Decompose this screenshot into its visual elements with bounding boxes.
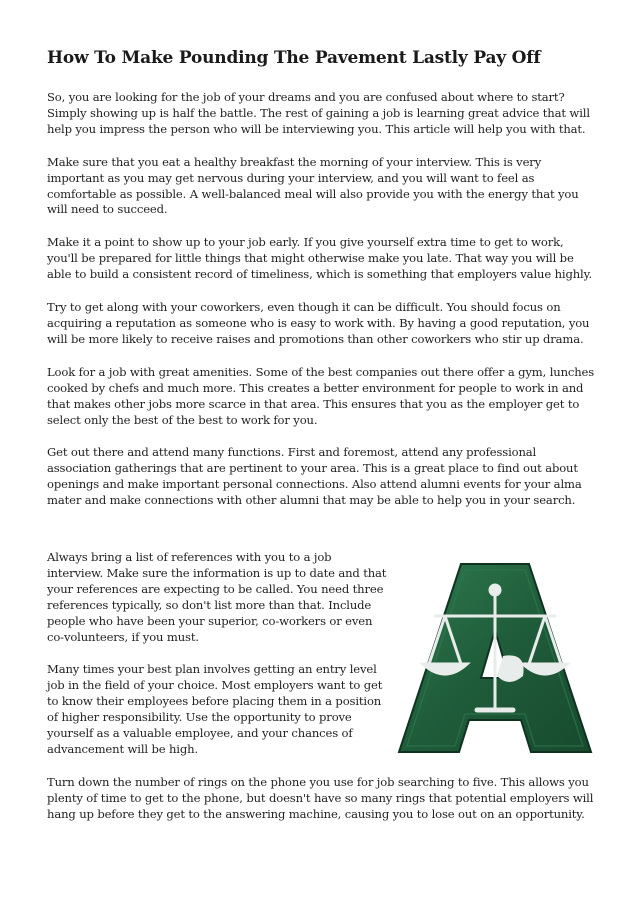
paragraph-intro: So, you are looking for the job of your dreams and you are confused about where to start? Simply showing up is half the battle. The rest of gaining a job is learning great advice that will help you impress the person who will be interviewing you. This article will help you with that. xyxy=(47,90,590,136)
paragraph-entry-level: Many times your best plan involves getting an entry level job in the field of your choice. Most employers want to get to know their employees before placing them in a position of higher responsibility. Use the opportunity to prove yourself as a valuable employee, and your chances of advancement will be high. xyxy=(47,662,383,756)
paragraph-early: Make it a point to show up to your job early. If you give yourself extra time to get to work, you'll be prepared for little things that might otherwise make you late. That way you will be able to build a consistent record of timeliness, which is something that employers value highly. xyxy=(47,235,592,282)
paragraph-coworkers: Try to get along with your coworkers, even though it can be difficult. You should focus on acquiring a reputation as someone who is easy to work with. By having a good reputation, you will be more likely to receive raises and promotions than other coworkers who stir up drama. xyxy=(47,300,590,346)
paragraph-amenities: Look for a job with great amenities. Some of the best companies out there offer a gym, lunches cooked by chefs and much more. This creates a better environment for people to work in and that makes other jobs more scarce in that area. This ensures that you as the employer get to select only the best of the best to work for you. xyxy=(47,364,595,427)
paragraph-phone-rings: Turn down the number of rings on the phone you use for job searching to five. This allows you plenty of time to get to the phone, but doesn't have so many rings that potential employers will hang up before they get to the answering machine, causing you to lose out on an opportunity. xyxy=(47,774,594,821)
letter-a-scales-image xyxy=(395,560,595,758)
page-title: How To Make Pounding The Pavement Lastly Pay Off xyxy=(47,48,541,68)
paragraph-references: Always bring a list of references with you to a job interview. Make sure the information is up to date and that your references are expecting to be called. You need three references typically, so don't list more than that. Include people who have been your superior, co-workers or even co-volunteers, if you must. xyxy=(47,550,387,644)
section-spacer xyxy=(47,526,595,550)
article xyxy=(47,46,595,840)
letter-a-scales-of-justice-icon xyxy=(395,560,595,758)
paragraph-functions: Get out there and attend many functions. First and foremost, attend any professional association gatherings that are pertinent to your area. This is a great place to find out about openings and make important personal connections. Also attend alumni events for your alma mater and make connections with other alumni that may be able to help you in your search. xyxy=(47,445,582,508)
paragraph-breakfast: Make sure that you eat a healthy breakfast the morning of your interview. This is very important as you may get nervous during your interview, and you will want to feel as comfortable as possible. A well-balanced meal will also provide you with the energy that you will need to succeed. xyxy=(47,154,579,217)
